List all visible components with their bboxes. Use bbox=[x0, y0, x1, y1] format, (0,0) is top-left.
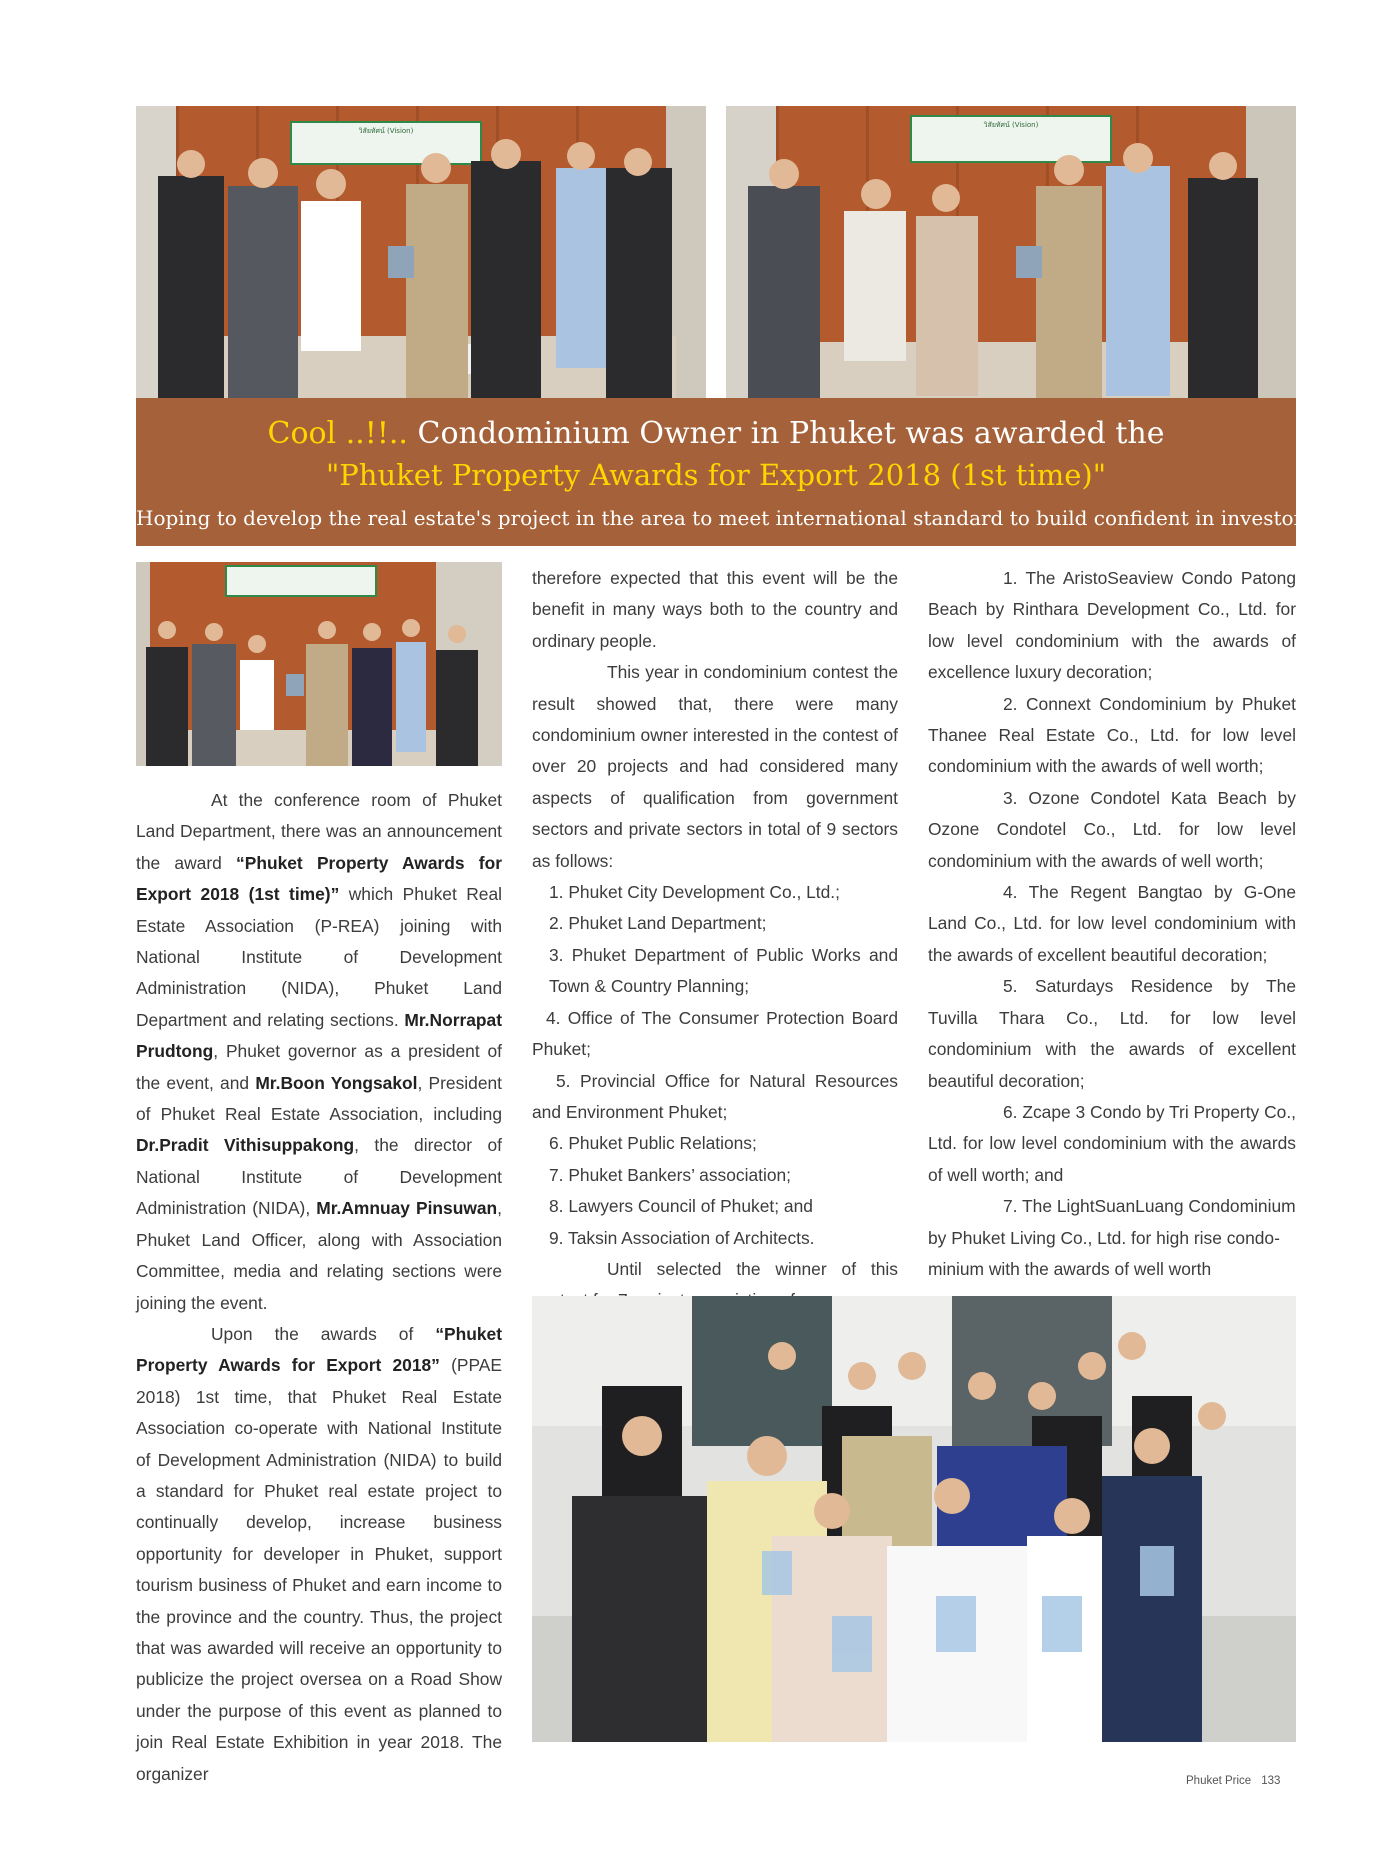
winner-list-item: 5. Saturdays Residence by The Tuvilla Thara Co., Ltd. for low level condominium with the awards of excellent beautiful decoration; bbox=[928, 976, 1296, 1091]
person-name: Dr.Pradit Vithisuppakong bbox=[136, 1135, 355, 1156]
headline-line-1 bbox=[136, 416, 1296, 451]
page-number: 133 bbox=[1261, 1775, 1281, 1787]
person-name: Mr.Amnuay Pinsuwan bbox=[316, 1198, 498, 1219]
headline-rest: Condominium Owner in Phuket was awarded the bbox=[407, 416, 1165, 451]
sector-list-item: 3. Phuket Department of Public Works and Town & Country Planning; bbox=[549, 944, 898, 997]
person-name: Mr.Norrapat Prudtong bbox=[136, 1009, 502, 1062]
winner-list-item: 3. Ozone Condotel Kata Beach by Ozone Condotel Co., Ltd. for low level condominium with the awards of well worth; bbox=[928, 787, 1296, 871]
winner-list-item: 2. Connext Condominium by Phuket Thanee Real Estate Co., Ltd. for low level condominium with the awards of well worth; bbox=[928, 693, 1296, 777]
article-paragraph: This year in condominium contest the result showed that, there were many condominium owner interested in the contest of over 20 projects and had considered many aspects of qualification from government sectors and private sectors in total of 9 sectors as follows: bbox=[532, 662, 898, 871]
sector-list-item: 9. Taksin Association of Architects. bbox=[549, 1227, 815, 1248]
headline-highlight: Cool ..!!.. bbox=[267, 416, 408, 451]
sector-list-item: 4. Office of The Consumer Protection Board Phuket; bbox=[532, 1007, 898, 1060]
text-run: , President of Phuket Real Estate Association, including bbox=[136, 1072, 503, 1125]
winner-list-item: 6. Zcape 3 Condo by Tri Property Co., Ltd. for low level condominium with the awards of well worth; and bbox=[928, 1101, 1296, 1185]
article-paragraph bbox=[136, 1319, 502, 1790]
article-paragraph bbox=[136, 785, 502, 1319]
photo-group-winners bbox=[532, 1296, 1296, 1742]
text-run: At the conference room of Phuket Land Department, there was an announcement the award bbox=[136, 790, 502, 873]
award-name: “Phuket Property Awards for Export 2018” bbox=[136, 1323, 502, 1376]
article-column-3 bbox=[928, 563, 1296, 1285]
vision-board-text: วิสัยทัศน์ (Vision) bbox=[983, 121, 1039, 129]
vision-board-text: วิสัยทัศน์ (Vision) bbox=[358, 127, 414, 135]
text-run: which Phuket Real Estate Association (P-REA) joining with National Institute of Development Administration (NIDA), Phuket Land Department and relating sections. bbox=[136, 884, 502, 1030]
sector-list-item: 7. Phuket Bankers’ association; bbox=[549, 1164, 791, 1185]
headline-banner bbox=[136, 398, 1314, 546]
text-run: , Phuket governor as a president of the event, and bbox=[136, 1041, 502, 1093]
award-name: “Phuket Property Awards for Export 2018 (1st time)” bbox=[136, 852, 502, 905]
photo-award-ceremony-right bbox=[726, 106, 1296, 398]
page-footer bbox=[1186, 1775, 1280, 1787]
winner-list-item: 4. The Regent Bangtao by G-One Land Co., Ltd. for low level condominium with the awards of excellent beautiful decoration; bbox=[928, 882, 1296, 965]
text-run: (PPAE 2018) 1st time, that Phuket Real Estate Association co-operate with National Institute of Development Administration (NIDA) to build a standard for Phuket real estate project to continually develop, increase business opportunity for developer in Phuket, support tourism business of Phuket and earn income to the province and the country. Thus, the project that was awarded will receive an opportunity to publicize the project oversea on a Road Show under the purpose of this event as planned to join Real Estate Exhibition in year 2018. The organizer bbox=[136, 1355, 503, 1784]
article-column-2 bbox=[532, 563, 898, 1317]
sector-list-item: 8. Lawyers Council of Phuket; and bbox=[549, 1196, 813, 1217]
article-column-1 bbox=[136, 785, 502, 1790]
winner-list-item: 1. The AristoSeaview Condo Patong Beach by Rinthara Development Co., Ltd. for low level condominium with the awards of excellence luxury decoration; bbox=[928, 568, 1296, 683]
sector-list-item: 5. Provincial Office for Natural Resources and Environment Phuket; bbox=[532, 1070, 898, 1122]
sector-list-item: 1. Phuket City Development Co., Ltd.; bbox=[549, 882, 840, 903]
sector-list-item: 2. Phuket Land Department; bbox=[549, 913, 767, 934]
article-paragraph: therefore expected that this event will be the benefit in many ways both to the country and ordinary people. bbox=[532, 568, 898, 651]
publication-name: Phuket Price bbox=[1186, 1775, 1252, 1787]
photo-award-ceremony-small bbox=[136, 562, 502, 766]
headline-line-2: "Phuket Property Awards for Export 2018 (1st time)" bbox=[325, 458, 1107, 492]
person-name: Mr.Boon Yongsakol bbox=[255, 1072, 418, 1093]
text-run: , Phuket Land Officer, along with Association Committee, media and relating sections were joining the event. bbox=[136, 1198, 502, 1313]
sector-list-item: 6. Phuket Public Relations; bbox=[549, 1133, 757, 1154]
text-run: Upon the awards of bbox=[211, 1323, 436, 1344]
text-run: , the director of National Institute of Development Administration (NIDA), bbox=[136, 1135, 502, 1219]
winner-list-item: 7. The LightSuanLuang Condominium by Phuket Living Co., Ltd. for high rise condo-minium with the awards of well worth bbox=[928, 1196, 1296, 1279]
photo-award-ceremony-left bbox=[136, 106, 706, 398]
article-paragraph: Until selected the winner of this bbox=[607, 1258, 898, 1279]
headline-subtitle: Hoping to develop the real estate's project in the area to meet international standard to build confident in investors bbox=[136, 506, 1314, 530]
